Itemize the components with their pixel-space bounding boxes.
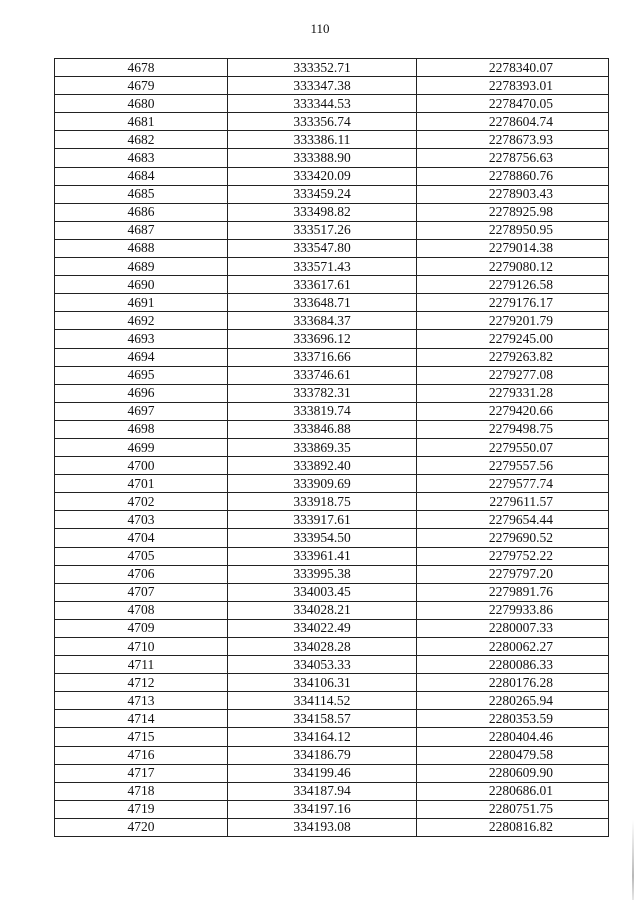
x-coordinate-cell: 333917.61 [228,511,417,529]
table-row [55,493,609,511]
table-row [55,276,609,294]
x-coordinate-cell: 333547.80 [228,239,417,257]
x-coordinate-cell: 334028.28 [228,638,417,656]
x-coordinate-cell: 333517.26 [228,221,417,239]
point-number-cell: 4714 [55,710,228,728]
point-number-cell: 4699 [55,438,228,456]
point-number-cell: 4692 [55,312,228,330]
point-number-cell: 4706 [55,565,228,583]
table-row [55,601,609,619]
table-row [55,475,609,493]
point-number-cell: 4717 [55,764,228,782]
point-number-cell: 4689 [55,258,228,276]
x-coordinate-cell: 333459.24 [228,185,417,203]
point-number-cell: 4680 [55,95,228,113]
y-coordinate-cell: 2278673.93 [417,131,609,149]
y-coordinate-cell: 2278393.01 [417,77,609,95]
x-coordinate-cell: 333746.61 [228,366,417,384]
y-coordinate-cell: 2279933.86 [417,601,609,619]
x-coordinate-cell: 334158.57 [228,710,417,728]
x-coordinate-cell: 334003.45 [228,583,417,601]
x-coordinate-cell: 333954.50 [228,529,417,547]
y-coordinate-cell: 2279752.22 [417,547,609,565]
table-row [55,312,609,330]
y-coordinate-cell: 2279550.07 [417,438,609,456]
table-row [55,746,609,764]
point-number-cell: 4685 [55,185,228,203]
point-number-cell: 4702 [55,493,228,511]
y-coordinate-cell: 2280265.94 [417,692,609,710]
point-number-cell: 4718 [55,782,228,800]
point-number-cell: 4701 [55,475,228,493]
x-coordinate-cell: 334187.94 [228,782,417,800]
point-number-cell: 4709 [55,619,228,637]
point-number-cell: 4678 [55,59,228,77]
y-coordinate-cell: 2280353.59 [417,710,609,728]
point-number-cell: 4716 [55,746,228,764]
point-number-cell: 4708 [55,601,228,619]
x-coordinate-cell: 333648.71 [228,294,417,312]
table-row [55,638,609,656]
x-coordinate-cell: 333961.41 [228,547,417,565]
y-coordinate-cell: 2278860.76 [417,167,609,185]
point-number-cell: 4720 [55,818,228,836]
y-coordinate-cell: 2279420.66 [417,402,609,420]
y-coordinate-cell: 2279201.79 [417,312,609,330]
y-coordinate-cell: 2279654.44 [417,511,609,529]
y-coordinate-cell: 2279797.20 [417,565,609,583]
table-row [55,131,609,149]
x-coordinate-cell: 333869.35 [228,438,417,456]
x-coordinate-cell: 333696.12 [228,330,417,348]
y-coordinate-cell: 2280007.33 [417,619,609,637]
x-coordinate-cell: 333684.37 [228,312,417,330]
y-coordinate-cell: 2279277.08 [417,366,609,384]
point-number-cell: 4710 [55,638,228,656]
point-number-cell: 4683 [55,149,228,167]
table-row [55,95,609,113]
point-number-cell: 4707 [55,583,228,601]
point-number-cell: 4690 [55,276,228,294]
x-coordinate-cell: 334053.33 [228,656,417,674]
table-row [55,438,609,456]
table-row [55,457,609,475]
point-number-cell: 4696 [55,384,228,402]
x-coordinate-cell: 333892.40 [228,457,417,475]
y-coordinate-cell: 2280176.28 [417,674,609,692]
y-coordinate-cell: 2278470.05 [417,95,609,113]
y-coordinate-cell: 2280062.27 [417,638,609,656]
y-coordinate-cell: 2279891.76 [417,583,609,601]
table-row [55,583,609,601]
table-row [55,77,609,95]
point-number-cell: 4713 [55,692,228,710]
x-coordinate-cell: 334028.21 [228,601,417,619]
table-row [55,113,609,131]
table-row [55,402,609,420]
scan-edge-artifact [632,820,634,900]
table-row [55,167,609,185]
table-row [55,800,609,818]
y-coordinate-cell: 2279263.82 [417,348,609,366]
table-row [55,710,609,728]
y-coordinate-cell: 2280816.82 [417,818,609,836]
point-number-cell: 4679 [55,77,228,95]
y-coordinate-cell: 2278756.63 [417,149,609,167]
y-coordinate-cell: 2279126.58 [417,276,609,294]
x-coordinate-cell: 334114.52 [228,692,417,710]
x-coordinate-cell: 333347.38 [228,77,417,95]
x-coordinate-cell: 334022.49 [228,619,417,637]
x-coordinate-cell: 333386.11 [228,131,417,149]
y-coordinate-cell: 2279014.38 [417,239,609,257]
y-coordinate-cell: 2279611.57 [417,493,609,511]
y-coordinate-cell: 2278903.43 [417,185,609,203]
table-row [55,511,609,529]
x-coordinate-cell: 333782.31 [228,384,417,402]
table-row [55,547,609,565]
point-number-cell: 4719 [55,800,228,818]
y-coordinate-cell: 2278604.74 [417,113,609,131]
x-coordinate-cell: 334193.08 [228,818,417,836]
x-coordinate-cell: 334164.12 [228,728,417,746]
coordinates-table [54,58,609,837]
y-coordinate-cell: 2279331.28 [417,384,609,402]
point-number-cell: 4712 [55,674,228,692]
point-number-cell: 4691 [55,294,228,312]
x-coordinate-cell: 333909.69 [228,475,417,493]
x-coordinate-cell: 333344.53 [228,95,417,113]
x-coordinate-cell: 334197.16 [228,800,417,818]
y-coordinate-cell: 2279498.75 [417,420,609,438]
table-row [55,221,609,239]
x-coordinate-cell: 333617.61 [228,276,417,294]
x-coordinate-cell: 334106.31 [228,674,417,692]
x-coordinate-cell: 333420.09 [228,167,417,185]
table-row [55,330,609,348]
y-coordinate-cell: 2278340.07 [417,59,609,77]
page-number: 110 [310,21,330,36]
point-number-cell: 4695 [55,366,228,384]
point-number-cell: 4697 [55,402,228,420]
point-number-cell: 4694 [55,348,228,366]
table-row [55,239,609,257]
table-row [55,258,609,276]
table-row [55,619,609,637]
point-number-cell: 4705 [55,547,228,565]
point-number-cell: 4688 [55,239,228,257]
x-coordinate-cell: 333388.90 [228,149,417,167]
point-number-cell: 4687 [55,221,228,239]
point-number-cell: 4686 [55,203,228,221]
x-coordinate-cell: 333918.75 [228,493,417,511]
point-number-cell: 4698 [55,420,228,438]
table-row [55,420,609,438]
coordinates-table-body [55,59,609,837]
table-row [55,529,609,547]
point-number-cell: 4703 [55,511,228,529]
x-coordinate-cell: 333716.66 [228,348,417,366]
y-coordinate-cell: 2280751.75 [417,800,609,818]
y-coordinate-cell: 2279080.12 [417,258,609,276]
y-coordinate-cell: 2280686.01 [417,782,609,800]
table-row [55,185,609,203]
table-row [55,149,609,167]
point-number-cell: 4711 [55,656,228,674]
table-row [55,818,609,836]
table-row [55,764,609,782]
table-row [55,565,609,583]
point-number-cell: 4682 [55,131,228,149]
table-row [55,674,609,692]
y-coordinate-cell: 2279176.17 [417,294,609,312]
table-row [55,59,609,77]
point-number-cell: 4704 [55,529,228,547]
point-number-cell: 4715 [55,728,228,746]
y-coordinate-cell: 2279245.00 [417,330,609,348]
y-coordinate-cell: 2279577.74 [417,475,609,493]
table-row [55,782,609,800]
table-row [55,203,609,221]
table-row [55,728,609,746]
point-number-cell: 4681 [55,113,228,131]
point-number-cell: 4700 [55,457,228,475]
x-coordinate-cell: 333846.88 [228,420,417,438]
x-coordinate-cell: 333995.38 [228,565,417,583]
table-row [55,384,609,402]
x-coordinate-cell: 333571.43 [228,258,417,276]
x-coordinate-cell: 334199.46 [228,764,417,782]
table-row [55,348,609,366]
y-coordinate-cell: 2280404.46 [417,728,609,746]
x-coordinate-cell: 333819.74 [228,402,417,420]
x-coordinate-cell: 333498.82 [228,203,417,221]
y-coordinate-cell: 2279690.52 [417,529,609,547]
x-coordinate-cell: 333356.74 [228,113,417,131]
y-coordinate-cell: 2280086.33 [417,656,609,674]
y-coordinate-cell: 2278925.98 [417,203,609,221]
y-coordinate-cell: 2280609.90 [417,764,609,782]
x-coordinate-cell: 334186.79 [228,746,417,764]
table-row [55,294,609,312]
table-row [55,656,609,674]
point-number-cell: 4684 [55,167,228,185]
y-coordinate-cell: 2279557.56 [417,457,609,475]
table-row [55,692,609,710]
y-coordinate-cell: 2278950.95 [417,221,609,239]
point-number-cell: 4693 [55,330,228,348]
x-coordinate-cell: 333352.71 [228,59,417,77]
table-row [55,366,609,384]
y-coordinate-cell: 2280479.58 [417,746,609,764]
